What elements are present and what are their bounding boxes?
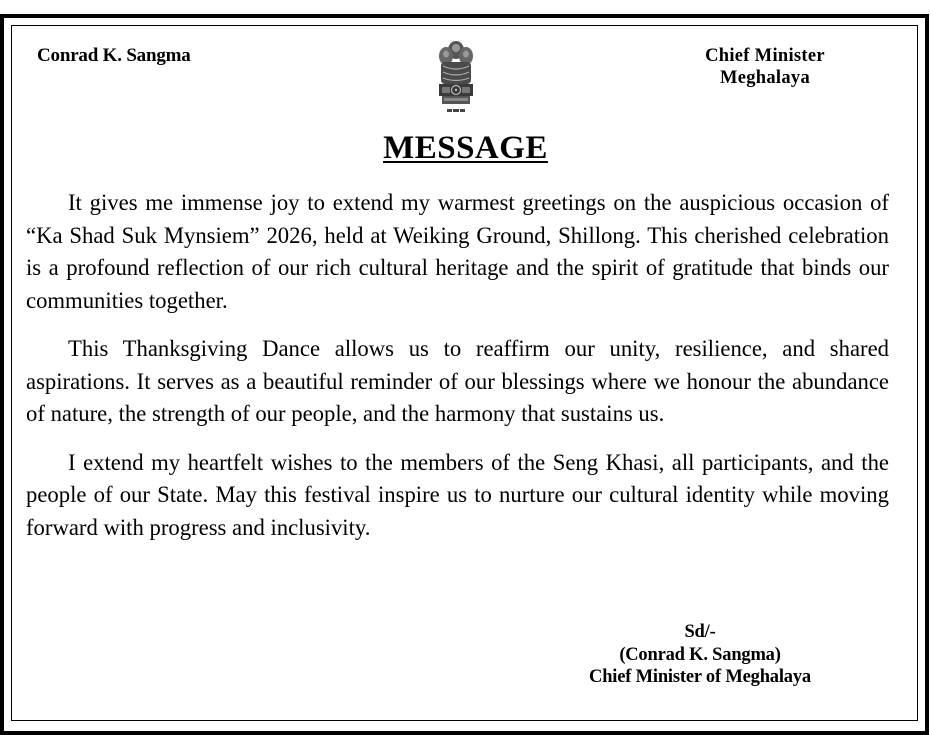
national-emblem-icon	[434, 38, 478, 122]
message-heading: MESSAGE	[383, 130, 548, 166]
designation-block	[640, 45, 890, 89]
designation-state: Meghalaya	[719, 68, 811, 88]
message-body	[26, 187, 889, 560]
signature-block	[520, 621, 880, 689]
message-paragraph: It gives me immense joy to extend my warmest greetings on the auspicious occasion of “Ka Shad Suk Mynsiem” 2026, held at Weiking Ground, Shillong. This cherished celebration is a profound reflection of our rich cultural heritage and the spirit of gratitude that binds our communities together.	[26, 190, 889, 313]
message-paragraph: This Thanksgiving Dance allows us to reaffirm our unity, resilience, and shared aspirations. It serves as a beautiful reminder of our blessings where we honour the abundance of nature, the strength of our people, and the harmony that sustains us.	[26, 336, 889, 426]
signature-title: Chief Minister of Meghalaya	[589, 667, 811, 687]
sender-name: Conrad K. Sangma	[37, 45, 191, 66]
signature-name: (Conrad K. Sangma)	[619, 644, 781, 665]
signature-sd: Sd/-	[684, 622, 716, 642]
message-paragraph: I extend my heartfelt wishes to the members of the Seng Khasi, all participants, and the people of our State. May this festival inspire us to nurture our cultural identity while moving forward with progress and inclusivity.	[26, 449, 889, 540]
designation-title: Chief Minister	[705, 46, 825, 66]
